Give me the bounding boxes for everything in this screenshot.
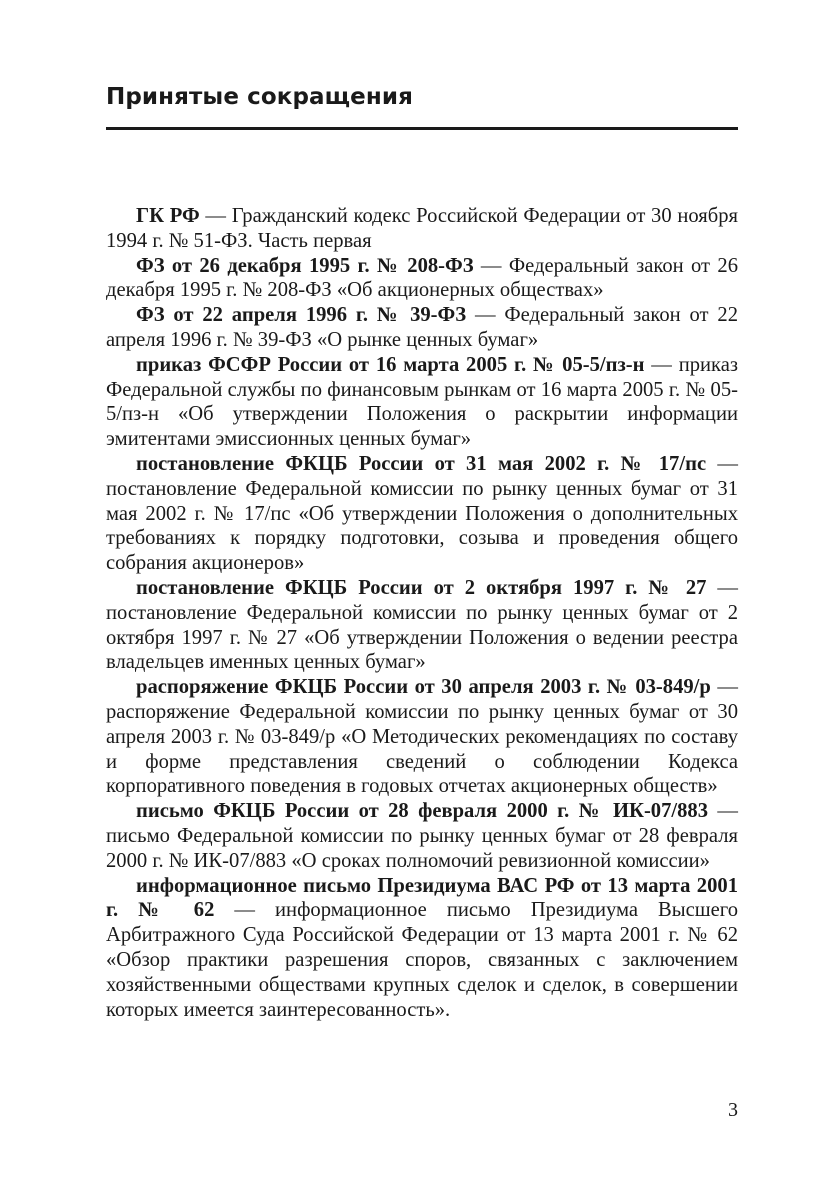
abbreviations-list: [106, 204, 738, 1022]
abbreviation-term: ФЗ от 22 апреля 1996 г. № 39-ФЗ: [136, 304, 467, 327]
abbreviation-term: постановление ФКЦБ России от 2 октября 1997 г. № 27: [136, 576, 707, 599]
abbreviation-term: приказ ФСФР России от 16 марта 2005 г. № 05-5/пз-н: [136, 353, 645, 376]
abbreviation-definition: — постановление Федеральной комиссии по рынку ценных бумаг от 2 октября 1997 г. № 27 «Об утверждении Положения о ведении реестра владельцев именных ценных бумаг»: [106, 576, 738, 674]
abbreviation-entry: [106, 254, 738, 304]
page-number: 3: [728, 1099, 738, 1121]
abbreviation-term: информационное письмо Президиума ВАС РФ от 13 марта 2001 г. № 62: [106, 874, 738, 922]
abbreviation-entry: [106, 204, 738, 254]
abbreviation-definition: — постановление Федеральной комиссии по рынку ценных бумаг от 31 мая 2002 г. № 17/пс «Об утверждении Положения о дополнительных требованиях к порядку подготовки, созыва и проведения общего собрания акционеров»: [106, 452, 739, 575]
abbreviation-definition: — приказ Федеральной службы по финансовым рынкам от 16 марта 2005 г. № 05-5/пз-н «Об утверждении Положения о раскрытии информации эмитентами эмиссионных ценных бумаг»: [106, 353, 738, 451]
abbreviation-term: распоряжение ФКЦБ России от 30 апреля 2003 г. № 03-849/р: [136, 676, 711, 699]
abbreviation-definition: — Федеральный закон от 22 апреля 1996 г. № 39-ФЗ «О рынке ценных бумаг»: [106, 304, 738, 351]
abbreviation-entry: [106, 576, 738, 675]
abbreviation-entry: [106, 799, 738, 873]
abbreviation-term: постановление ФКЦБ России от 31 мая 2002 г. № 17/пс: [136, 452, 707, 475]
abbreviation-definition: — Гражданский кодекс Российской Федерации от 30 ноября 1994 г. № 51-ФЗ. Часть первая: [106, 205, 738, 252]
abbreviation-entry: [106, 874, 738, 1023]
page-title: Принятые сокращения: [106, 84, 413, 110]
abbreviation-entry: [106, 675, 738, 799]
abbreviation-term: письмо ФКЦБ России от 28 февраля 2000 г. № ИК-07/883: [136, 800, 709, 823]
abbreviation-definition: — распоряжение Федеральной комиссии по рынку ценных бумаг от 30 апреля 2003 г. № 03-849/р «О Методических рекомендациях по составу и форме представления сведений о соблюдении Кодекса корпоративного поведения в годовых отчетах акционерных обществ»: [106, 676, 738, 798]
title-divider: [106, 127, 738, 130]
abbreviation-term: ФЗ от 26 декабря 1995 г. № 208-ФЗ: [136, 254, 474, 277]
abbreviation-entry: [106, 452, 738, 576]
abbreviation-entry: [106, 303, 738, 353]
abbreviation-definition: — информационное письмо Президиума Высшего Арбитражного Суда Российской Федерации от 13 марта 2001 г. № 62 «Обзор практики разрешения споров, связанных с заключением хозяйственными обществами крупных сделок и сделок, в совершении которых имеется заинтересованность».: [106, 899, 738, 1021]
abbreviation-term: ГК РФ: [136, 205, 200, 227]
abbreviation-definition: — Федеральный закон от 26 декабря 1995 г. № 208-ФЗ «Об акционерных обществах»: [106, 254, 738, 302]
abbreviation-entry: [106, 353, 738, 452]
abbreviation-definition: — письмо Федеральной комиссии по рынку ценных бумаг от 28 февраля 2000 г. № ИК-07/883 «О сроках полномочий ревизионной комиссии»: [106, 800, 738, 872]
